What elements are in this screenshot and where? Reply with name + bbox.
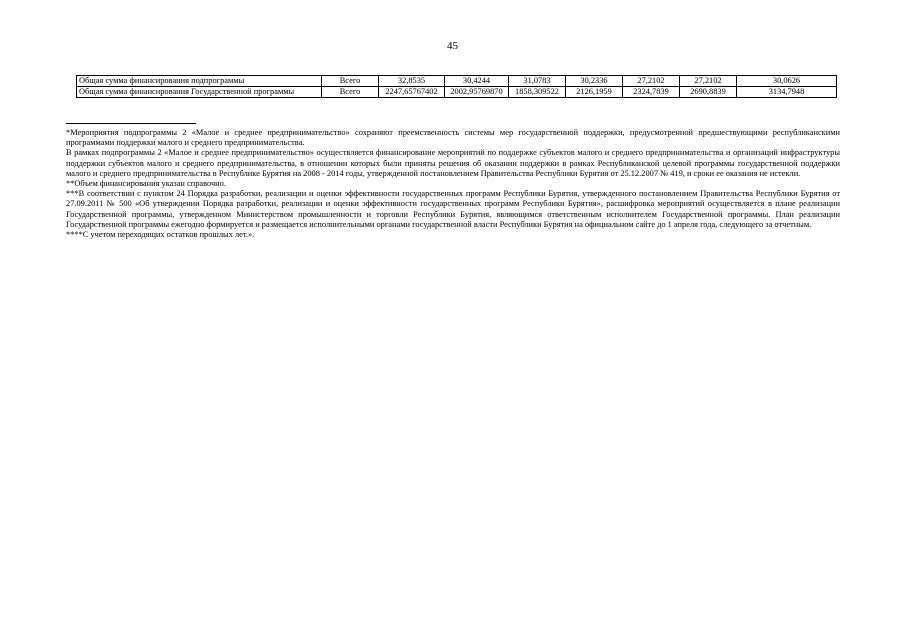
footnote-paragraph: В рамках подпрограммы 2 «Малое и среднее предпринимательство» осуществляется финансирование мероприятий по поддержке субъектов малого и среднего предпринимательства и организаций инфраструктуры поддержки субъектов малого и среднего предпринимательства, в отношении которых были приняты решения об оказании поддержки в рамках Республиканской целевой программы государственной поддержки малого и среднего предпринимательства в Республике Бурятия на 2008 - 2014 годы, утвержденной постановлением Правительства Республики Бурятия от 25.12.2007 № 419, и сроки ее оказания не истекли. xyxy=(66,148,840,178)
value-cell: 3134,7948 xyxy=(737,87,837,98)
page-number: 45 xyxy=(447,40,458,52)
value-cell: 30,4244 xyxy=(445,76,509,87)
value-cell: 30,2336 xyxy=(566,76,623,87)
row-kind-cell: Всего xyxy=(322,87,379,98)
footnote-divider xyxy=(66,123,196,124)
footnote-paragraph: ***В соответствии с пунктом 24 Порядка разработки, реализации и оценки эффективности государственных программ Республики Бурятия, утвержденного постановлением Правительства Республики Бурятия от 27.09.2011 № 500 «Об утверждении Порядка разработки, реализации и оценки эффективности государственных программ Республики Бурятия», расшифровка мероприятий осуществляется в плане реализации Государственной программы, утвержденном Министерством промышленности и торговли Республики Бурятия, являющимся ответственным исполнителем Государственной программы. План реализации Государственной программы ежегодно формируется и размещается исполнительными органами государственной власти Республики Бурятия на официальном сайте до 1 апреля года, следующего за отчетным. xyxy=(66,189,840,229)
footnote-paragraph: **Объем финансирования указан справочно. xyxy=(66,179,226,189)
table-row xyxy=(77,76,837,87)
value-cell: 1858,309522 xyxy=(509,87,566,98)
value-cell: 27,2102 xyxy=(680,76,737,87)
value-cell: 2247,65767402 xyxy=(379,87,445,98)
value-cell: 2324,7839 xyxy=(623,87,680,98)
financing-table xyxy=(76,75,837,98)
footnote-paragraph: ****С учетом переходящих остатков прошлых лет.». xyxy=(66,230,255,240)
value-cell: 31,0783 xyxy=(509,76,566,87)
row-name-cell: Общая сумма финансирования Государственной программы xyxy=(77,87,322,98)
footnotes-block xyxy=(66,128,840,240)
value-cell: 2002,95769870 xyxy=(445,87,509,98)
value-cell: 2126,1959 xyxy=(566,87,623,98)
value-cell: 32,8535 xyxy=(379,76,445,87)
row-name-cell: Общая сумма финансирования подпрограммы xyxy=(77,76,322,87)
footnote-paragraph: *Мероприятия подпрограммы 2 «Малое и среднее предпринимательство» сохраняют преемственность системы мер государственной поддержки, предусмотренной предшествующими республиканскими программами поддержки малого и среднего предпринимательства. xyxy=(66,128,840,148)
value-cell: 30,0626 xyxy=(737,76,837,87)
value-cell: 27,2102 xyxy=(623,76,680,87)
value-cell: 2690,8839 xyxy=(680,87,737,98)
table-row xyxy=(77,87,837,98)
row-kind-cell: Всего xyxy=(322,76,379,87)
